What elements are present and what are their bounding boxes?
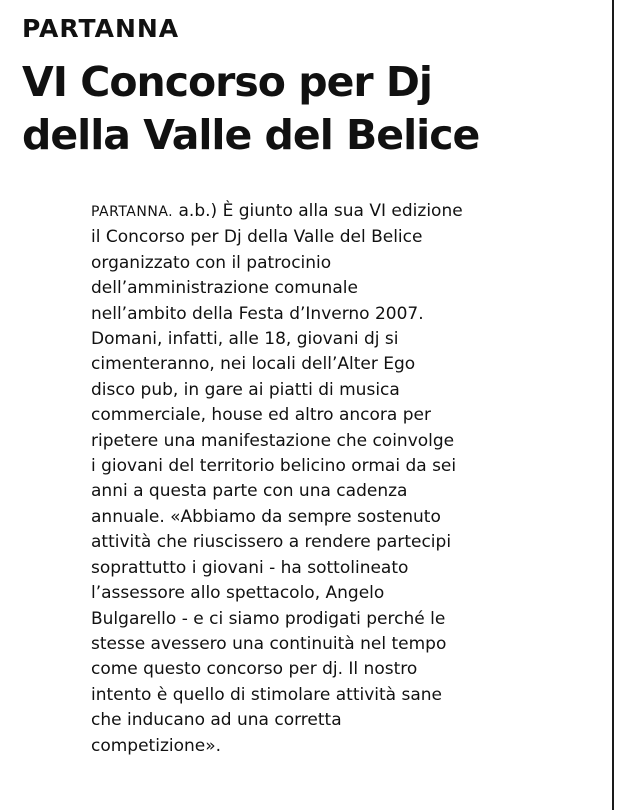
body-line: come questo concorso per dj. Il nostro [91, 659, 418, 680]
headline-line: della Valle del Belice [22, 111, 480, 159]
body-line-text: a.b.) È giunto alla sua VI edizione [173, 201, 463, 221]
article-body [91, 199, 511, 759]
body-line: disco pub, in gare ai piatti di musica [91, 379, 400, 400]
body-line: ripetere una manifestazione che coinvolge [91, 430, 455, 451]
body-line: commerciale, house ed altro ancora per [91, 405, 431, 426]
body-line: annuale. «Abbiamo da sempre sostenuto [91, 506, 441, 527]
dateline: PARTANNA. [91, 204, 174, 220]
body-line: intento è quello di stimolare attività sane [91, 684, 442, 705]
body-line: l’assessore allo spettacolo, Angelo [91, 583, 385, 604]
body-line: che inducano ad una corretta [91, 710, 342, 731]
body-line: il Concorso per Dj della Valle del Belice [91, 227, 423, 248]
section-kicker: PARTANNA [22, 14, 180, 43]
body-line [91, 199, 511, 225]
body-line: stesse avessero una continuità nel tempo [91, 633, 447, 654]
body-line: cimenteranno, nei locali dell’Alter Ego [91, 354, 416, 375]
article-headline [22, 56, 479, 162]
body-line: dell’amministrazione comunale [91, 278, 358, 299]
body-line: i giovani del territorio belicino ormai da sei [91, 456, 457, 477]
body-line: anni a questa parte con una cadenza [91, 481, 408, 502]
body-line: nell’ambito della Festa d’Inverno 2007. [91, 303, 424, 324]
body-line: Bulgarello - e ci siamo prodigati perché le [91, 608, 446, 629]
body-line: soprattutto i giovani - ha sottolineato [91, 557, 409, 578]
body-line: competizione». [91, 735, 222, 756]
body-line: attività che riuscissero a rendere partecipi [91, 532, 452, 553]
body-line: organizzato con il patrocinio [91, 252, 332, 273]
body-line: Domani, infatti, alle 18, giovani dj si [91, 329, 399, 350]
headline-line: VI Concorso per Dj [22, 58, 432, 106]
